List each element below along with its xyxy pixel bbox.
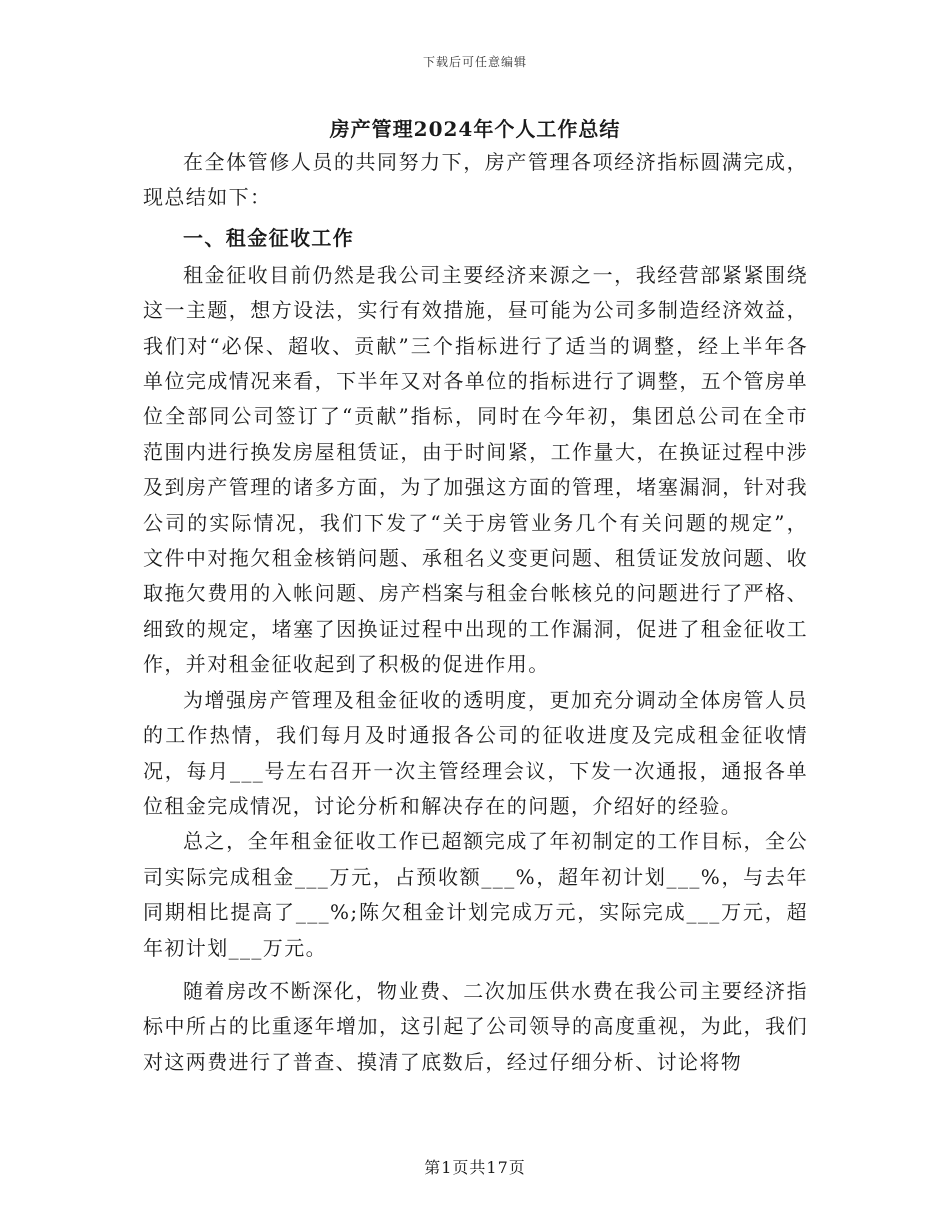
body-paragraph: 总之，全年租金征收工作已超额完成了年初制定的工作目标，全公司实际完成租金___万元，占预收额___%，超年初计划___%，与去年同期相比提高了___%;陈欠租金计划完成万元，实际完成___万元，超年初计划___万元。 (143, 829, 808, 960)
body-paragraph: 租金征收目前仍然是我公司主要经济来源之一，我经营部紧紧围绕这一主题，想方设法，实行有效措施，昼可能为公司多制造经济效益，我们对“必保、超收、贡献”三个指标进行了适当的调整，经上半年各单位完成情况来看，下半年又对各单位的指标进行了调整，五个管房单位全部同公司签订了“贡献”指标，同时在今年初，集团总公司在全市范围内进行换发房屋租赁证，由于时间紧，工作量大，在换证过程中涉及到房产管理的诸多方面，为了加强这方面的管理，堵塞漏洞，针对我公司的实际情况，我们下发了“关于房管业务几个有关问题的规定”，文件中对拖欠租金核销问题、承租名义变更问题、租赁证发放问题、收取拖欠费用的入帐问题、房产档案与租金台帐核兑的问题进行了严格、细致的规定，堵塞了因换证过程中出现的工作漏洞，促进了租金征收工作，并对租金征收起到了积极的促进作用。 (143, 262, 808, 677)
intro-paragraph: 在全体管修人员的共同努力下，房产管理各项经济指标圆满完成，现总结如下： (143, 150, 808, 210)
body-paragraph: 随着房改不断深化，物业费、二次加压供水费在我公司主要经济指标中所占的比重逐年增加，这引起了公司领导的高度重视，为此，我们对这两费进行了普查、摸清了底数后，经过仔细分析、讨论将物 (143, 978, 808, 1074)
section-heading-rent-collection: 一、租金征收工作 (183, 225, 355, 250)
download-note: 下载后可任意编辑 (422, 55, 527, 69)
document-body (143, 145, 808, 1080)
document-title: 房产管理2024年个人工作总结 (329, 117, 621, 141)
body-paragraph: 为增强房产管理及租金征收的透明度，更加充分调动全体房管人员的工作热情，我们每月及时通报各公司的征收进度及完成租金征收情况，每月___号左右召开一次主管经理会议，下发一次通报，通报各单位租金完成情况，讨论分析和解决存在的问题，介绍好的经验。 (143, 687, 808, 818)
page-number: 第1页共17页 (424, 1158, 526, 1177)
